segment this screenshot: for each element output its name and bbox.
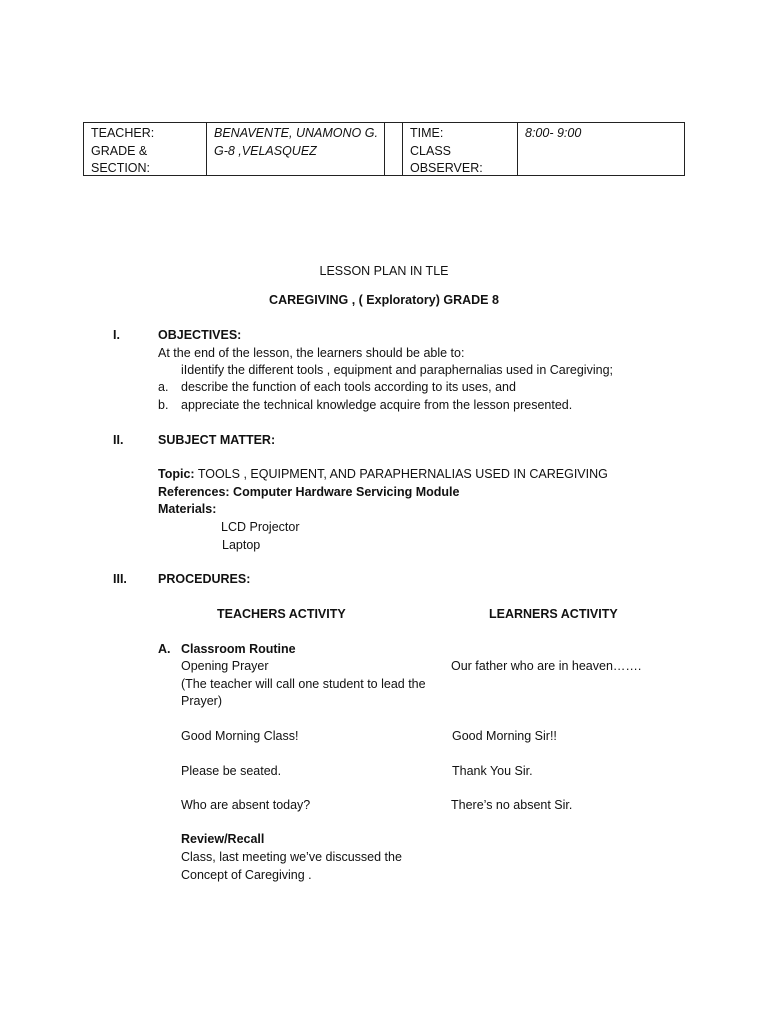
teacher-label: TEACHER: (91, 126, 155, 140)
header-table (83, 122, 685, 176)
time-label: TIME: (410, 126, 444, 140)
objectives-heading: OBJECTIVES: (158, 328, 242, 342)
header-time-column (403, 123, 518, 175)
teacher-value: BENAVENTE, UNAMONO G. (214, 126, 378, 140)
header-spacer-column (385, 123, 403, 175)
procedures-heading: PROCEDURES: (158, 572, 251, 586)
header-time-value-column (518, 123, 684, 175)
subject-number: II. (113, 433, 124, 447)
class-observer-label: CLASS OBSERVER: (410, 143, 483, 175)
objective-item-a: describe the function of each tools according to its uses, and (181, 380, 516, 394)
section-a-marker: A. (158, 642, 171, 656)
lesson-title: LESSON PLAN IN TLE (319, 264, 449, 278)
teacher-line-absent: Who are absent today? (181, 798, 311, 812)
teacher-line-greeting: Good Morning Class! (181, 729, 299, 743)
objective-item-1: iIdentify the different tools , equipment and paraphernalias used in Caregiving; (181, 363, 613, 377)
learner-line-thanks: Thank You Sir. (452, 764, 533, 778)
teacher-line-seated: Please be seated. (181, 764, 282, 778)
objective-marker-b: b. (158, 398, 169, 412)
materials-label: Materials: (158, 502, 217, 516)
grade-section-label: GRADE & SECTION: (91, 143, 151, 175)
objectives-intro: At the end of the lesson, the learners should be able to: (158, 346, 465, 360)
header-value-column (207, 123, 385, 175)
learner-line-absent: There’s no absent Sir. (451, 798, 573, 812)
objective-marker-a: a. (158, 380, 169, 394)
topic-label: Topic: (158, 467, 195, 481)
references-line: References: Computer Hardware Servicing Module (158, 485, 460, 499)
objectives-number: I. (113, 328, 120, 342)
teacher-line-opening-prayer: Opening Prayer (181, 659, 269, 673)
material-item-laptop: Laptop (222, 538, 261, 552)
review-heading: Review/Recall (181, 832, 265, 846)
learner-line-prayer: Our father who are in heaven……. (451, 659, 642, 673)
material-item-projector: LCD Projector (221, 520, 300, 534)
teacher-line-prayer-close: Prayer) (181, 694, 222, 708)
lesson-subtitle: CAREGIVING , ( Exploratory) GRADE 8 (269, 293, 499, 307)
objective-item-b: appreciate the technical knowledge acquire from the lesson presented. (181, 398, 573, 412)
section-a-title: Classroom Routine (181, 642, 296, 656)
teacher-line-call-student: (The teacher will call one student to lead the (181, 677, 426, 691)
topic-value: TOOLS , EQUIPMENT, AND PARAPHERNALIAS USED IN CAREGIVING (194, 467, 608, 481)
learners-activity-heading: LEARNERS ACTIVITY (489, 607, 618, 621)
procedures-number: III. (113, 572, 127, 586)
time-value: 8:00- 9:00 (525, 126, 582, 140)
grade-section-value: G-8 ,VELASQUEZ (214, 143, 317, 158)
review-line-1: Class, last meeting we’ve discussed the (181, 850, 402, 864)
teachers-activity-heading: TEACHERS ACTIVITY (217, 607, 346, 621)
learner-line-greeting: Good Morning Sir!! (452, 729, 557, 743)
review-line-2: Concept of Caregiving . (181, 868, 312, 882)
header-label-column (84, 123, 207, 175)
topic-line (158, 466, 608, 484)
subject-heading: SUBJECT MATTER: (158, 433, 276, 447)
